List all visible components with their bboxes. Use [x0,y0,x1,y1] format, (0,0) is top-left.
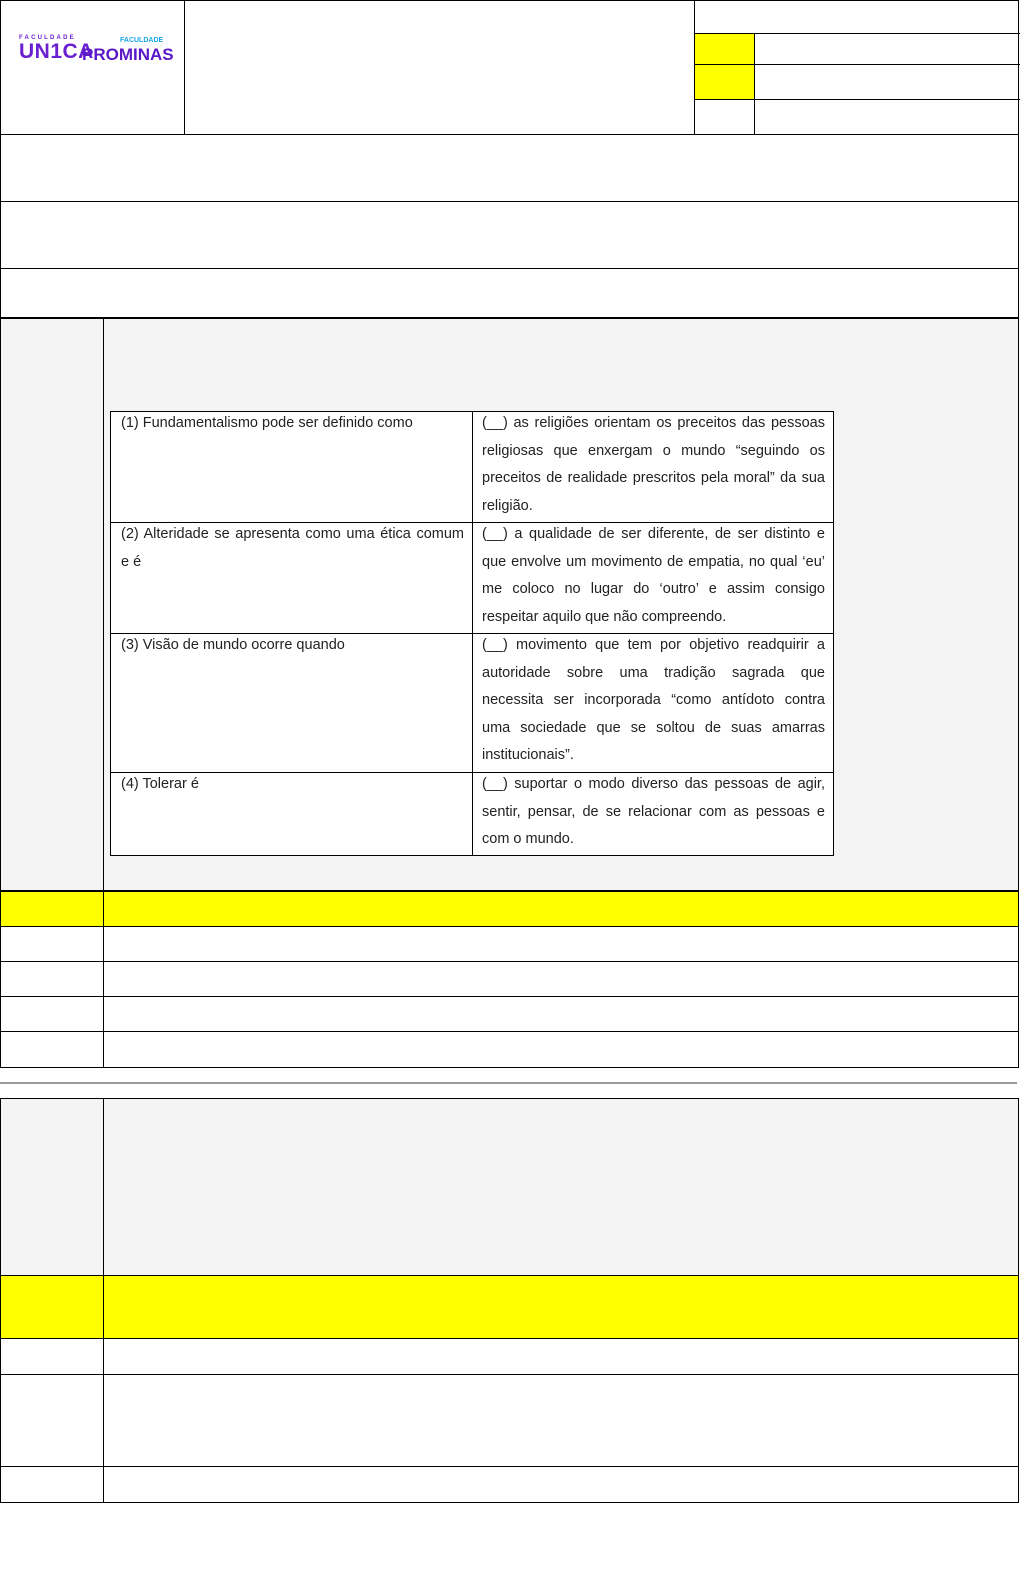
matching-row-3 [111,634,833,773]
option-label-cell [1,927,104,961]
matching-table [110,411,834,856]
question-2-statement [0,1098,1019,1276]
header-highlight-box-2 [695,65,755,99]
question-1-label-cell [1,319,104,890]
logo-prominas: PROMINAS [82,45,174,64]
logo-unica: UN1CA [19,40,94,63]
matching-row-1 [111,412,833,523]
matching-row-1-definition: (__) as religiões orientam os preceitos das pessoas religiosas que enxergam o mundo “seguindo os preceitos de realidade prescritos pela moral” da sua religião. [482,415,825,514]
option-label-cell [1,1467,104,1502]
option-label-cell [1,1339,104,1374]
question-1-answer-highlighted [0,891,1019,927]
answer-label-cell [1,892,104,926]
question-1-option-2 [0,927,1019,962]
document-header [0,0,1019,134]
option-label-cell [1,1032,104,1067]
header-info-row-4 [695,100,1020,135]
institution-logo [19,35,174,64]
logo-prominas-small: FACULDADE [120,37,164,44]
option-label-cell [1,1375,104,1466]
matching-row-2 [111,523,833,634]
header-info-row-2 [695,34,1020,65]
answer-label-cell [1,1276,104,1338]
question-2-option-3 [0,1375,1019,1467]
matching-row-4 [111,773,833,856]
question-2-option-4 [0,1467,1019,1503]
logo-unica-small: FACULDADE [19,35,76,41]
header-highlight-box-1 [695,34,755,64]
header-empty-box [695,100,755,135]
matching-row-2-definition: (__) a qualidade de ser diferente, de ser distinto e que envolve um movimento de empatia, no qual ‘eu’ me coloco no lugar do ‘outro’ e assim consigo respeitar aquilo que não compreendo. [482,526,825,625]
question-2-answer-highlighted [0,1276,1019,1339]
matching-row-3-definition: (__) movimento que tem por objetivo readquirir a autoridade sobre uma tradição sagrada que necessita ser incorporada “como antídoto contra uma sociedade que se soltou de suas amarras institucionais”. [482,637,825,763]
question-2-option-2 [0,1339,1019,1375]
header-title-cell [185,1,695,135]
info-row-1 [0,134,1019,202]
question-1-option-4 [0,997,1019,1032]
header-info-row-3 [695,65,1020,100]
info-row-2 [0,202,1019,269]
matching-row-4-definition: (__) suportar o modo diverso das pessoas de agir, sentir, pensar, de se relacionar com as pessoas e com o mundo. [482,776,825,847]
section-divider [0,1082,1017,1084]
header-info-row-1 [695,1,1020,34]
matching-row-1-statement: (1) Fundamentalismo pode ser definido como [111,412,473,522]
matching-row-3-statement: (3) Visão de mundo ocorre quando [111,634,473,772]
info-row-3 [0,269,1019,319]
matching-row-4-statement: (4) Tolerar é [111,773,473,856]
question-1-option-5 [0,1032,1019,1068]
question-2-label-cell [1,1099,104,1275]
question-1-option-3 [0,962,1019,997]
option-label-cell [1,962,104,996]
option-label-cell [1,997,104,1031]
logo-cell [1,1,185,135]
matching-row-2-statement: (2) Alteridade se apresenta como uma ética comum e é [111,523,473,633]
